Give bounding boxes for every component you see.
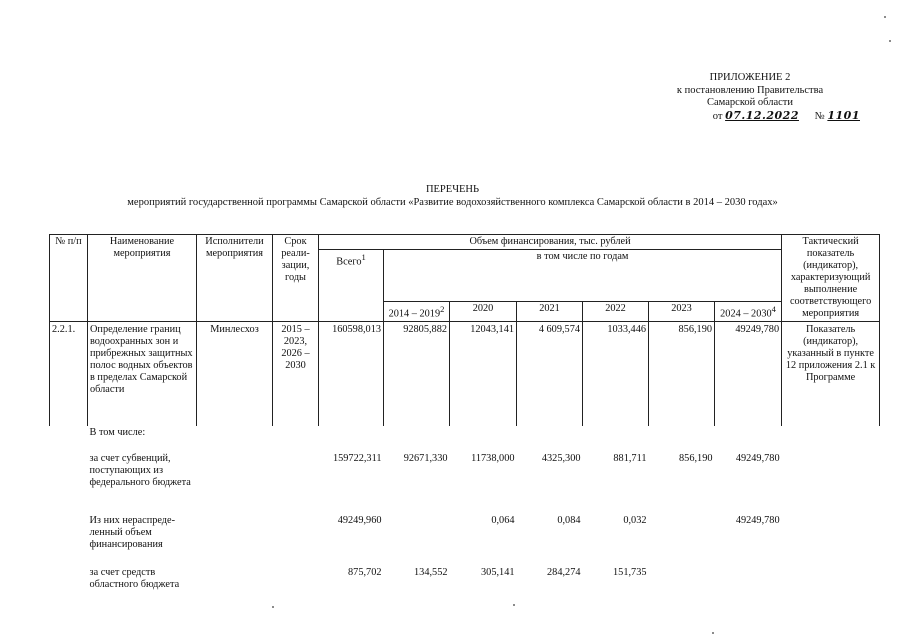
header-2024-2030-footnote: 4 bbox=[771, 303, 776, 314]
header-2014-2019 bbox=[384, 301, 450, 321]
cell-2014-2019: 134,552 bbox=[414, 566, 448, 578]
annex-block bbox=[640, 72, 860, 123]
cell-2021: 4325,300 bbox=[541, 452, 581, 464]
program-table bbox=[49, 234, 880, 596]
header-term: Срок реали-зации, годы bbox=[273, 235, 319, 322]
header-total-label: Всего bbox=[336, 256, 362, 268]
handwritten-number: 1101 bbox=[827, 108, 860, 122]
cell-2020: 11738,000 bbox=[471, 452, 515, 464]
cell-term: 2015 – 2023, 2026 – 2030 bbox=[273, 322, 319, 426]
cell-2020: 305,141 bbox=[481, 566, 515, 578]
cell-2024-2030: 49249,780 bbox=[715, 322, 782, 426]
header-2014-2019-label: 2014 – 2019 bbox=[388, 308, 441, 319]
cell-2022: 1033,446 bbox=[583, 322, 649, 426]
header-total-footnote: 1 bbox=[361, 252, 366, 262]
table-row bbox=[50, 426, 880, 452]
header-2024-2030 bbox=[715, 301, 782, 321]
cell-2024-2030: 49249,780 bbox=[735, 514, 780, 526]
header-2020: 2020 bbox=[450, 301, 517, 321]
cell-2021: 4 609,574 bbox=[517, 322, 583, 426]
cell-name: Определение границ водоохранных зон и прибрежных защитных полос водных объектов в пределах Самарской области bbox=[88, 322, 197, 426]
cell-2020: 0,064 bbox=[491, 514, 515, 526]
cell-2023: 856,190 bbox=[649, 322, 715, 426]
header-funding: Объем финансирования, тыс. рублей bbox=[319, 235, 782, 250]
header-total bbox=[319, 250, 384, 322]
cell-2022: 881,711 bbox=[613, 452, 647, 464]
cell-2022: 151,735 bbox=[613, 566, 647, 578]
cell-2024-2030 bbox=[715, 566, 782, 596]
header-executors: Исполнители мероприятия bbox=[197, 235, 273, 322]
document-title bbox=[0, 184, 905, 209]
table-row bbox=[50, 514, 880, 566]
title-heading: ПЕРЕЧЕНЬ bbox=[425, 184, 480, 195]
cell-2021: 0,084 bbox=[557, 514, 581, 526]
cell-2021: 284,274 bbox=[547, 566, 581, 578]
cell-2024-2030: 49249,780 bbox=[735, 452, 780, 464]
cell-total: 160598,013 bbox=[319, 322, 384, 426]
cell-2014-2019 bbox=[384, 514, 450, 566]
header-2014-2019-footnote: 2 bbox=[440, 303, 445, 314]
table-row bbox=[50, 322, 880, 426]
number-prefix: № bbox=[814, 110, 825, 122]
cell-num: 2.2.1. bbox=[50, 322, 88, 426]
table-row bbox=[50, 566, 880, 596]
scan-speck bbox=[889, 40, 891, 42]
header-2024-2030-label: 2024 – 2030 bbox=[720, 308, 772, 319]
cell-2014-2019: 92805,882 bbox=[384, 322, 450, 426]
cell-2014-2019: 92671,330 bbox=[403, 452, 448, 464]
header-by-years: в том числе по годам bbox=[384, 250, 782, 302]
header-name: Наименование мероприятия bbox=[88, 235, 197, 322]
date-prefix: от bbox=[712, 110, 723, 122]
title-subtitle: мероприятий государственной программы Самарской области «Развитие водохозяйственного комплекса Самарской области в 2014 – 2030 годах» bbox=[127, 196, 778, 208]
cell-2022: 0,032 bbox=[623, 514, 647, 526]
table-row bbox=[50, 452, 880, 514]
cell-name: за счет субвенций, поступающих из федерального бюджета bbox=[89, 452, 191, 488]
header-2022: 2022 bbox=[583, 301, 649, 321]
cell-executor: Минлесхоз bbox=[197, 322, 273, 426]
handwritten-date: 07.12.2022 bbox=[725, 108, 799, 122]
cell-2023: 856,190 bbox=[679, 452, 713, 464]
cell-name: В том числе: bbox=[89, 426, 146, 438]
scan-speck bbox=[884, 16, 886, 18]
header-num: № п/п bbox=[50, 235, 88, 322]
annex-date-line bbox=[640, 110, 860, 124]
header-indicator: Тактический показатель (индикатор), характеризующий выполнение соответствующего мероприятия bbox=[782, 235, 880, 322]
header-2021: 2021 bbox=[517, 301, 583, 321]
cell-name: за счет средств областного бюджета bbox=[89, 566, 180, 590]
cell-2023 bbox=[649, 566, 715, 596]
annex-title: ПРИЛОЖЕНИЕ 2 bbox=[709, 72, 791, 83]
header-2023: 2023 bbox=[649, 301, 715, 321]
cell-indicator: Показатель (индикатор), указанный в пункте 12 приложения 2.1 к Программе bbox=[782, 322, 880, 426]
cell-total: 159722,311 bbox=[332, 452, 382, 464]
cell-2020: 12043,141 bbox=[450, 322, 517, 426]
scan-speck bbox=[272, 606, 274, 608]
scan-speck bbox=[513, 604, 515, 606]
cell-total: 49249,960 bbox=[337, 514, 382, 526]
cell-name: Из них нераспреде-ленный объем финансирования bbox=[89, 514, 176, 550]
scan-speck bbox=[712, 632, 714, 634]
cell-2023 bbox=[649, 514, 715, 566]
annex-line-decree: к постановлению Правительства bbox=[676, 84, 824, 96]
cell-total: 875,702 bbox=[348, 566, 382, 578]
annex-line-region: Самарской области bbox=[707, 97, 793, 108]
